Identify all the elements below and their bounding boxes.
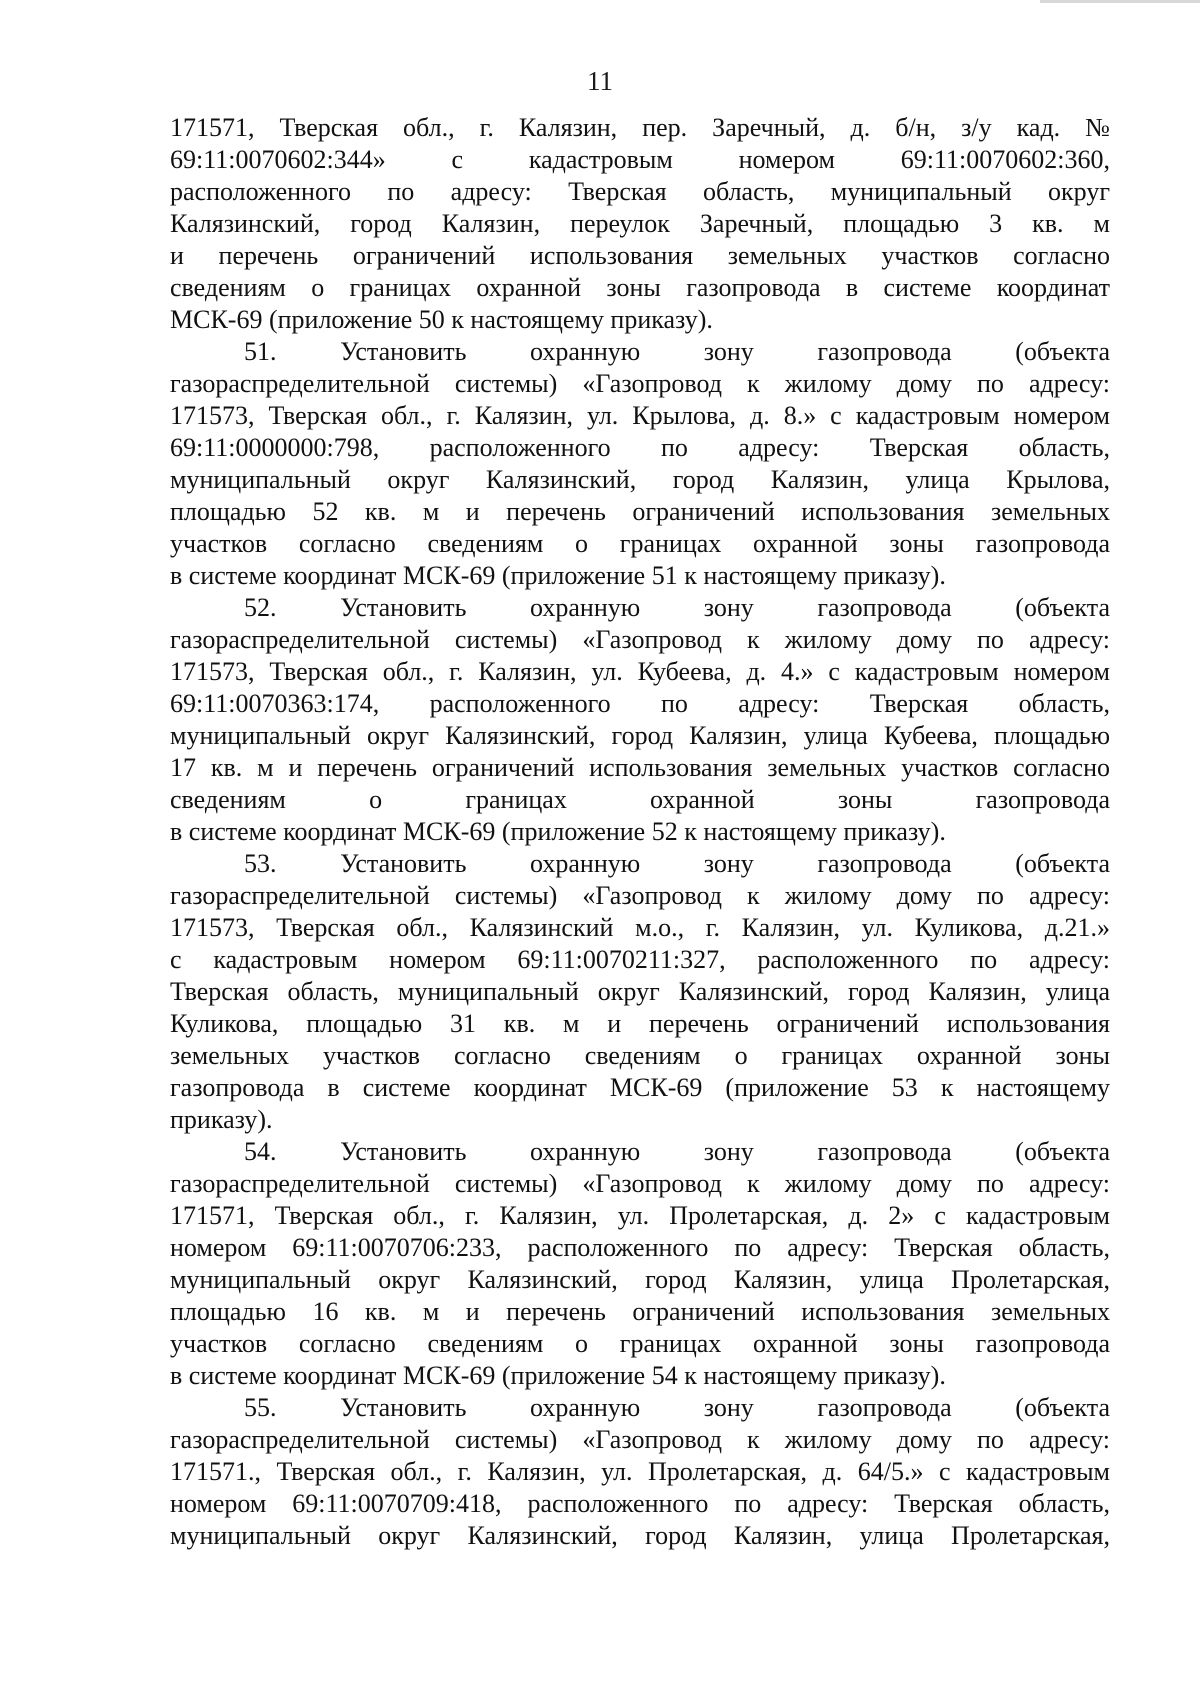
text-line: площадью 16 кв. м и перечень ограничений использования земельных	[170, 1297, 1110, 1326]
text-line: участков согласно сведениям о границах охранной зоны газопровода	[170, 529, 1110, 558]
text-line: 17 кв. м и перечень ограничений использования земельных участков согласно	[170, 753, 1110, 782]
text-line: 171571., Тверская обл., г. Калязин, ул. Пролетарская, д. 64/5.» с кадастровым	[170, 1457, 1110, 1486]
text-line: и перечень ограничений использования земельных участков согласно	[170, 241, 1110, 270]
text-line: муниципальный округ Калязинский, город Калязин, улица Кубеева, площадью	[170, 721, 1110, 750]
text-line: Тверская область, муниципальный округ Калязинский, город Калязин, улица	[170, 977, 1110, 1006]
text-line: 54. Установить охранную зону газопровода (объекта	[244, 1137, 1110, 1166]
text-line: с кадастровым номером 69:11:0070211:327, расположенного по адресу:	[170, 945, 1110, 974]
text-line: 51. Установить охранную зону газопровода (объекта	[244, 337, 1110, 366]
document-body	[170, 112, 1110, 1552]
text-line: МСК-69 (приложение 50 к настоящему приказу).	[170, 305, 713, 334]
text-line: 69:11:0070602:344» с кадастровым номером 69:11:0070602:360,	[170, 145, 1110, 174]
text-line: 171573, Тверская обл., г. Калязин, ул. Кубеева, д. 4.» с кадастровым номером	[170, 657, 1110, 686]
text-line: расположенного по адресу: Тверская область, муниципальный округ	[170, 177, 1110, 206]
text-line: муниципальный округ Калязинский, город Калязин, улица Пролетарская,	[170, 1521, 1110, 1550]
text-line: в системе координат МСК-69 (приложение 51 к настоящему приказу).	[170, 561, 946, 590]
text-line: 171573, Тверская обл., Калязинский м.о., г. Калязин, ул. Куликова, д.21.»	[170, 913, 1110, 942]
text-line: площадью 52 кв. м и перечень ограничений использования земельных	[170, 497, 1110, 526]
text-line: газораспределительной системы) «Газопровод к жилому дому по адресу:	[170, 881, 1110, 910]
text-line: газораспределительной системы) «Газопровод к жилому дому по адресу:	[170, 1425, 1110, 1454]
text-line: Калязинский, город Калязин, переулок Заречный, площадью 3 кв. м	[170, 209, 1110, 238]
text-line: участков согласно сведениям о границах охранной зоны газопровода	[170, 1329, 1110, 1358]
text-line: сведениям о границах охранной зоны газопровода в системе координат	[170, 273, 1110, 302]
text-line: газопровода в системе координат МСК-69 (приложение 53 к настоящему	[170, 1073, 1110, 1102]
text-line: муниципальный округ Калязинский, город Калязин, улица Пролетарская,	[170, 1265, 1110, 1294]
scan-edge-mark	[1040, 0, 1200, 3]
text-line: 171573, Тверская обл., г. Калязин, ул. Крылова, д. 8.» с кадастровым номером	[170, 401, 1110, 430]
text-line: номером 69:11:0070709:418, расположенного по адресу: Тверская область,	[170, 1489, 1110, 1518]
text-line: 52. Установить охранную зону газопровода (объекта	[244, 593, 1110, 622]
text-line: 53. Установить охранную зону газопровода (объекта	[244, 849, 1110, 878]
text-line: 69:11:0000000:798, расположенного по адресу: Тверская область,	[170, 433, 1110, 462]
text-line: номером 69:11:0070706:233, расположенного по адресу: Тверская область,	[170, 1233, 1110, 1262]
page-number: 11	[587, 66, 613, 96]
text-line: газораспределительной системы) «Газопровод к жилому дому по адресу:	[170, 369, 1110, 398]
text-line: в системе координат МСК-69 (приложение 52 к настоящему приказу).	[170, 817, 946, 846]
text-line: 55. Установить охранную зону газопровода (объекта	[244, 1393, 1110, 1422]
text-line: сведениям о границах охранной зоны газопровода	[170, 785, 1110, 814]
text-line: газораспределительной системы) «Газопровод к жилому дому по адресу:	[170, 625, 1110, 654]
text-line: муниципальный округ Калязинский, город Калязин, улица Крылова,	[170, 465, 1110, 494]
text-line: земельных участков согласно сведениям о границах охранной зоны	[170, 1041, 1110, 1070]
text-line: Куликова, площадью 31 кв. м и перечень ограничений использования	[170, 1009, 1110, 1038]
text-line: 171571, Тверская обл., г. Калязин, ул. Пролетарская, д. 2» с кадастровым	[170, 1201, 1110, 1230]
text-line: приказу).	[170, 1105, 273, 1134]
text-line: 171571, Тверская обл., г. Калязин, пер. Заречный, д. б/н, з/у кад. №	[170, 113, 1110, 142]
text-line: 69:11:0070363:174, расположенного по адресу: Тверская область,	[170, 689, 1110, 718]
text-line: в системе координат МСК-69 (приложение 54 к настоящему приказу).	[170, 1361, 946, 1390]
text-line: газораспределительной системы) «Газопровод к жилому дому по адресу:	[170, 1169, 1110, 1198]
